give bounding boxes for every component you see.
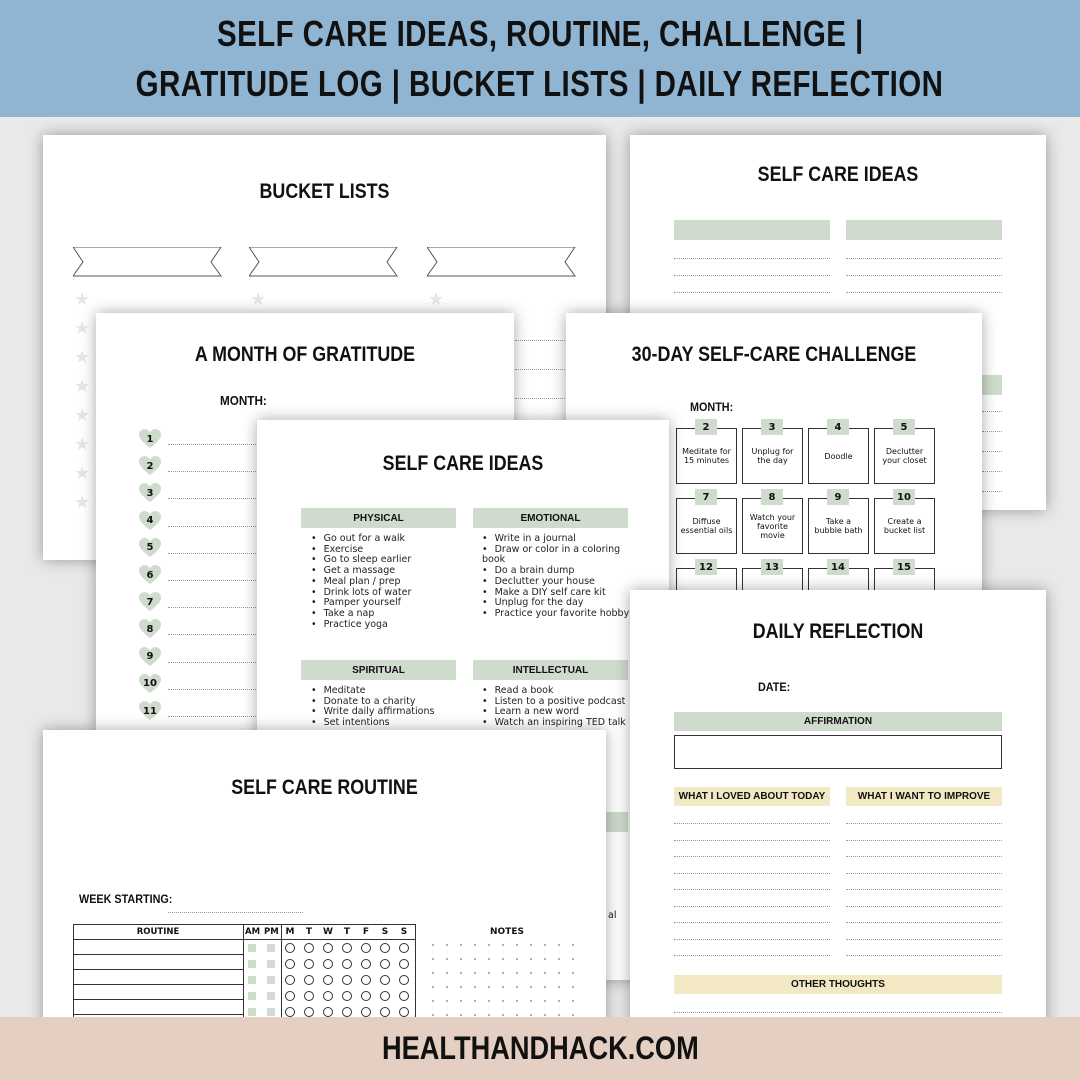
checkbox-circle[interactable] xyxy=(381,976,390,985)
page-title: SELF CARE IDEAS xyxy=(757,163,919,186)
checkbox-circle[interactable] xyxy=(362,976,371,985)
checkbox-circle[interactable] xyxy=(400,944,409,953)
routine-table xyxy=(73,924,418,1024)
write-line xyxy=(846,275,1002,276)
heart-day-badge xyxy=(139,429,161,449)
checkbox-circle[interactable] xyxy=(343,1008,352,1017)
idea-item: • Get a massage xyxy=(311,566,461,577)
category-header xyxy=(846,220,1002,240)
write-line xyxy=(982,491,1002,492)
daily-reflection-page xyxy=(630,590,1046,1030)
heart-day-badge xyxy=(139,565,161,585)
checkbox-circle[interactable] xyxy=(286,976,295,985)
checkbox-circle[interactable] xyxy=(305,960,314,969)
checkbox-circle[interactable] xyxy=(286,1008,295,1017)
star-icon: ★ xyxy=(74,492,91,513)
challenge-task: Unplug for the day xyxy=(751,447,794,465)
challenge-day-number: 8 xyxy=(761,489,783,505)
challenge-day-number: 3 xyxy=(761,419,783,435)
reflection-write-line xyxy=(674,889,830,890)
intellectual-list xyxy=(482,686,632,729)
challenge-task: Take a bubble bath xyxy=(814,517,863,535)
write-line xyxy=(982,411,1002,412)
header-line-2: GRATITUDE LOG | BUCKET LISTS | DAILY REFLECTION xyxy=(136,62,944,104)
checkbox-circle[interactable] xyxy=(286,944,295,953)
idea-item: • Listen to a positive podcast xyxy=(482,697,632,708)
website-url: HEALTHANDHACK.COM xyxy=(381,1030,699,1066)
checkbox-circle[interactable] xyxy=(362,1008,371,1017)
banner-header xyxy=(0,0,1080,117)
checkbox-circle[interactable] xyxy=(381,992,390,1001)
reflection-write-line xyxy=(846,840,1002,841)
challenge-day-number: 15 xyxy=(893,559,915,575)
checkbox-circle[interactable] xyxy=(305,1008,314,1017)
checkbox-circle[interactable] xyxy=(324,992,333,1001)
write-line xyxy=(168,912,303,913)
heart-day-badge xyxy=(139,701,161,721)
weekday-label: S xyxy=(381,927,389,937)
intellectual-header: INTELLECTUAL xyxy=(473,660,628,680)
checkbox-circle[interactable] xyxy=(305,944,314,953)
idea-item: • Write daily affirmations xyxy=(311,707,461,718)
reflection-write-line xyxy=(846,856,1002,857)
checkbox-circle[interactable] xyxy=(324,1008,333,1017)
idea-item: • Go out for a walk xyxy=(311,534,461,545)
checkbox-circle[interactable] xyxy=(343,976,352,985)
day-number: 4 xyxy=(146,515,154,527)
idea-item: • Take a nap xyxy=(311,609,461,620)
idea-item: • Draw or color in a coloring book xyxy=(482,545,632,566)
idea-item: • Declutter your house xyxy=(482,577,632,588)
checkbox-circle[interactable] xyxy=(362,960,371,969)
write-line xyxy=(982,451,1002,452)
loved-header: WHAT I LOVED ABOUT TODAY xyxy=(674,787,830,806)
checkbox-circle[interactable] xyxy=(305,976,314,985)
reflection-write-line xyxy=(846,922,1002,923)
heart-day-badge xyxy=(139,456,161,476)
partial-text: al xyxy=(608,910,617,921)
improve-header: WHAT I WANT TO IMPROVE xyxy=(846,787,1002,806)
idea-item: • Exercise xyxy=(311,545,461,556)
checkbox-circle[interactable] xyxy=(362,944,371,953)
checkbox-circle[interactable] xyxy=(343,992,352,1001)
weekday-label: T xyxy=(343,927,351,937)
day-number: 3 xyxy=(146,487,154,499)
idea-item: • Practice yoga xyxy=(311,620,461,631)
challenge-day-cell xyxy=(742,428,803,484)
challenge-day-cell xyxy=(874,428,935,484)
challenge-day-number: 5 xyxy=(893,419,915,435)
category-header xyxy=(606,812,628,832)
idea-item: • Make a DIY self care kit xyxy=(482,588,632,599)
day-number: 10 xyxy=(143,678,157,690)
weekday-label: M xyxy=(285,927,295,937)
reflection-write-line xyxy=(674,922,830,923)
weekday-label: S xyxy=(400,927,408,937)
self-care-routine-page xyxy=(43,730,606,1030)
challenge-task: Doodle xyxy=(824,451,853,461)
challenge-task: Diffuse essential oils xyxy=(680,517,733,535)
page-title: SELF CARE IDEAS xyxy=(382,452,544,475)
challenge-day-cell xyxy=(742,498,803,554)
am-column-header: AM xyxy=(245,927,261,937)
day-number: 6 xyxy=(146,569,154,581)
challenge-day-number: 12 xyxy=(695,559,717,575)
reflection-write-line xyxy=(674,906,830,907)
reflection-write-line xyxy=(846,955,1002,956)
checkbox-circle[interactable] xyxy=(324,976,333,985)
idea-item: • Go to sleep earlier xyxy=(311,555,461,566)
checkbox-circle[interactable] xyxy=(381,1008,390,1017)
day-number: 11 xyxy=(143,705,157,717)
month-label: MONTH: xyxy=(690,400,734,414)
header-line-1: SELF CARE IDEAS, ROUTINE, CHALLENGE | xyxy=(216,12,864,54)
write-line xyxy=(674,275,830,276)
challenge-day-number: 10 xyxy=(893,489,915,505)
emotional-header: EMOTIONAL xyxy=(473,508,628,528)
write-line xyxy=(982,471,1002,472)
idea-item: • Read a book xyxy=(482,686,632,697)
idea-item: • Write in a journal xyxy=(482,534,632,545)
reflection-write-line xyxy=(846,889,1002,890)
checkbox-circle[interactable] xyxy=(286,960,295,969)
page-title: SELF CARE ROUTINE xyxy=(231,776,418,799)
challenge-day-number: 13 xyxy=(761,559,783,575)
other-thoughts-header: OTHER THOUGHTS xyxy=(674,975,1002,994)
heart-day-badge xyxy=(139,511,161,531)
challenge-task: Create a bucket list xyxy=(883,517,926,535)
idea-item: • Unplug for the day xyxy=(482,598,632,609)
reflection-write-line xyxy=(846,823,1002,824)
checkbox-circle[interactable] xyxy=(343,960,352,969)
heart-day-badge xyxy=(139,592,161,612)
date-label: DATE: xyxy=(758,680,791,694)
page-title: 30-DAY SELF-CARE CHALLENGE xyxy=(631,343,917,366)
challenge-task: Declutter your closet xyxy=(882,447,927,465)
idea-item: • Watch an inspiring TED talk xyxy=(482,718,632,729)
reflection-write-line xyxy=(846,873,1002,874)
reflection-write-line xyxy=(674,840,830,841)
day-number: 9 xyxy=(146,651,154,663)
physical-list xyxy=(311,534,461,630)
checkbox-circle[interactable] xyxy=(381,944,390,953)
star-icon: ★ xyxy=(74,463,91,484)
month-label: MONTH: xyxy=(220,393,267,408)
star-icon: ★ xyxy=(74,289,91,310)
checkbox-circle[interactable] xyxy=(305,992,314,1001)
checkbox-circle[interactable] xyxy=(343,944,352,953)
weekday-label: F xyxy=(362,927,370,937)
week-starting-label: WEEK STARTING: xyxy=(79,892,173,906)
notes-label: NOTES xyxy=(490,927,524,937)
physical-header: PHYSICAL xyxy=(301,508,456,528)
star-icon: ★ xyxy=(74,347,91,368)
heart-day-badge xyxy=(139,674,161,694)
challenge-day-cell xyxy=(676,498,737,554)
heart-day-badge xyxy=(139,483,161,503)
challenge-day-number: 9 xyxy=(827,489,849,505)
reflection-write-line xyxy=(674,939,830,940)
page-title: A MONTH OF GRATITUDE xyxy=(194,343,416,366)
day-number: 2 xyxy=(146,460,154,472)
checkbox-circle[interactable] xyxy=(324,960,333,969)
website-footer xyxy=(0,1017,1080,1080)
challenge-day-number: 7 xyxy=(695,489,717,505)
page-title: BUCKET LISTS xyxy=(259,180,390,203)
idea-item: • Set intentions xyxy=(311,718,461,729)
day-number: 1 xyxy=(146,433,154,445)
checkbox-circle[interactable] xyxy=(362,992,371,1001)
day-number: 8 xyxy=(146,623,154,635)
ribbon-banner xyxy=(427,247,577,277)
idea-item: • Learn a new word xyxy=(482,707,632,718)
page-title: DAILY REFLECTION xyxy=(752,620,924,643)
idea-item: • Meal plan / prep xyxy=(311,577,461,588)
reflection-write-line xyxy=(674,873,830,874)
challenge-day-cell xyxy=(808,498,869,554)
heart-day-badge xyxy=(139,538,161,558)
emotional-list xyxy=(482,534,632,620)
affirmation-box xyxy=(674,735,1002,769)
pm-column-header: PM xyxy=(264,927,279,937)
star-icon: ★ xyxy=(74,318,91,339)
heart-day-badge xyxy=(139,647,161,667)
write-line xyxy=(674,1012,1002,1013)
affirmation-header: AFFIRMATION xyxy=(674,712,1002,731)
weekday-label: T xyxy=(305,927,313,937)
routine-column-header: ROUTINE xyxy=(136,927,180,937)
idea-item: • Donate to a charity xyxy=(311,697,461,708)
star-icon: ★ xyxy=(74,434,91,455)
reflection-write-line xyxy=(846,939,1002,940)
checkbox-circle[interactable] xyxy=(381,960,390,969)
notes-dot-grid xyxy=(426,938,586,1028)
spiritual-header: SPIRITUAL xyxy=(301,660,456,680)
write-line xyxy=(982,431,1002,432)
challenge-day-number: 14 xyxy=(827,559,849,575)
ribbon-banner xyxy=(249,247,399,277)
star-icon: ★ xyxy=(250,289,267,310)
challenge-day-number: 4 xyxy=(827,419,849,435)
idea-item: • Drink lots of water xyxy=(311,588,461,599)
challenge-task: Watch your favorite movie xyxy=(749,512,796,540)
checkbox-circle[interactable] xyxy=(400,1008,409,1017)
weekday-label: W xyxy=(323,927,333,937)
challenge-day-cell xyxy=(676,428,737,484)
day-number: 5 xyxy=(146,542,154,554)
checkbox-circle[interactable] xyxy=(400,976,409,985)
reflection-write-line xyxy=(674,955,830,956)
reflection-write-line xyxy=(674,823,830,824)
challenge-day-cell xyxy=(874,498,935,554)
day-number: 7 xyxy=(146,596,154,608)
category-header xyxy=(982,375,1002,395)
write-line xyxy=(674,258,830,259)
checkbox-circle[interactable] xyxy=(400,960,409,969)
challenge-day-number: 2 xyxy=(695,419,717,435)
challenge-task: Meditate for 15 minutes xyxy=(682,447,731,465)
checkbox-circle[interactable] xyxy=(400,992,409,1001)
ribbon-banner xyxy=(73,247,223,277)
idea-item: • Practice your favorite hobby xyxy=(482,609,632,620)
idea-item: • Do a brain dump xyxy=(482,566,632,577)
star-icon: ★ xyxy=(74,376,91,397)
heart-day-badge xyxy=(139,619,161,639)
spiritual-list xyxy=(311,686,461,729)
idea-item: • Pamper yourself xyxy=(311,598,461,609)
challenge-day-cell xyxy=(808,428,869,484)
star-icon: ★ xyxy=(74,405,91,426)
reflection-write-line xyxy=(674,856,830,857)
idea-item: • Meditate xyxy=(311,686,461,697)
write-line xyxy=(846,292,1002,293)
reflection-write-line xyxy=(846,906,1002,907)
star-icon: ★ xyxy=(428,289,445,310)
category-header xyxy=(674,220,830,240)
write-line xyxy=(674,292,830,293)
checkbox-circle[interactable] xyxy=(324,944,333,953)
write-line xyxy=(846,258,1002,259)
checkbox-circle[interactable] xyxy=(286,992,295,1001)
